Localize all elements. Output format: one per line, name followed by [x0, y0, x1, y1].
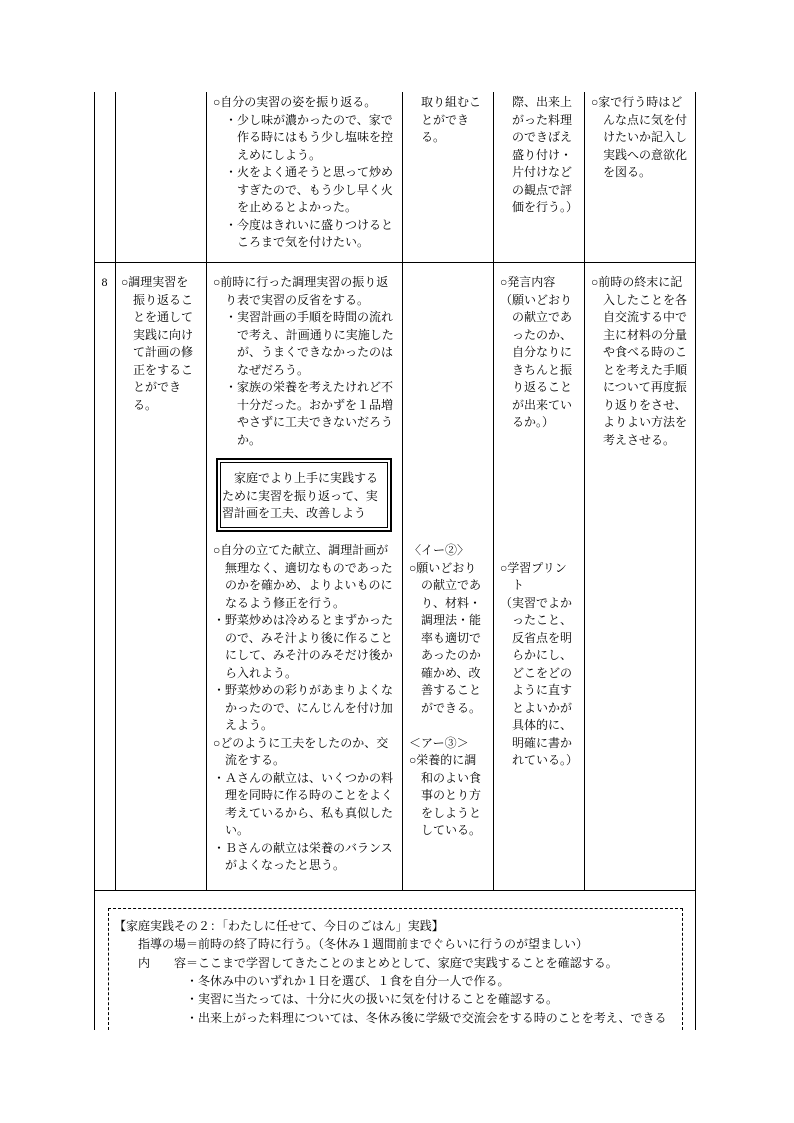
text-line: 作る時にはもう少し塩味を控	[237, 130, 394, 145]
text-line: る。	[421, 130, 446, 145]
text-line: ○願いどおり	[409, 560, 477, 575]
text-line: か。	[237, 432, 262, 447]
evaluation-method-detail	[500, 595, 584, 770]
evaluation-criteria-cell	[402, 262, 493, 890]
guidance-note	[591, 94, 695, 182]
home-practice-content: 内 容＝ここまで学習してきたことのまとめとして、家庭で実践することを確認する。	[138, 955, 618, 970]
activity-subitem	[213, 112, 402, 165]
text-line: 考えさせる。	[603, 432, 676, 447]
text-line: とを通して	[133, 310, 194, 325]
evaluation-method-cell	[493, 92, 584, 262]
text-line: ために実習を振り返って、実	[222, 488, 378, 503]
text-line: 入したことを各	[603, 292, 688, 307]
text-line: ら入れよう。	[225, 665, 298, 680]
text-line: る。	[133, 397, 158, 412]
activity-item	[213, 542, 402, 612]
text-line: がった料理	[512, 112, 573, 127]
evaluation-method	[500, 274, 584, 292]
guidance-notes-cell	[584, 262, 695, 890]
text-line: ○前時に行った調理実習の振り返	[213, 275, 389, 290]
text-line: 率も適切で	[421, 630, 482, 645]
text-line: 調理法・能	[421, 613, 482, 628]
text-line: ・Ｂさんの献立は栄養のバランス	[213, 840, 393, 855]
text-line: や食べる時のこ	[603, 345, 688, 360]
text-line: らかにし、	[512, 648, 573, 663]
activity-item	[213, 735, 402, 770]
text-line: ・少し味が濃かったので、家で	[225, 112, 393, 127]
text-line: のかを確かめ、よりよいものに	[225, 578, 393, 593]
text-line: なぜだろう。	[237, 362, 310, 377]
text-line: んな点に気を付	[603, 112, 688, 127]
text-line: かったので、にんじんを付け加	[225, 700, 393, 715]
text-line: ト	[512, 578, 525, 593]
text-line: 自分なりに	[512, 345, 573, 360]
text-line: 際、出来上	[512, 95, 573, 110]
text-line: とよいかが	[512, 700, 573, 715]
text-line: り返ること	[512, 380, 573, 395]
activity-subitem	[213, 309, 402, 379]
text-line: ○栄養的に調	[409, 753, 477, 768]
text-line: ○自分の実習の姿を振り返る。	[213, 95, 377, 110]
text-line: 和のよい食	[421, 770, 482, 785]
text-line: 主に材料の分量	[603, 327, 688, 342]
evaluation-method-text	[500, 94, 584, 217]
text-line: 片付けなど	[512, 165, 573, 180]
activity-item	[213, 94, 402, 112]
text-line: 明確に書か	[512, 735, 573, 750]
activity-subitem	[213, 164, 402, 217]
text-line: （願いどおり	[500, 292, 573, 307]
text-line: 十分だった。おかずを１品増	[237, 397, 394, 412]
home-practice-items	[114, 972, 682, 1027]
row-divider	[94, 890, 696, 891]
text-line: 実践への意欲化	[603, 147, 688, 162]
activity-example	[213, 770, 402, 840]
evaluation-tag: 〈イー②〉	[409, 543, 470, 558]
text-line: とができ	[133, 380, 182, 395]
text-line: で考え、計画通りに実施した	[237, 327, 394, 342]
text-line: 反省点を明	[512, 630, 573, 645]
text-line: なるよう修正を行う。	[225, 595, 346, 610]
activities-cell	[206, 262, 402, 890]
text-line: がよくなったと思う。	[225, 858, 346, 873]
activities-cell	[206, 92, 402, 262]
evaluation-method-cell	[493, 262, 584, 890]
text-line: ・家族の栄養を考えたけれど不	[225, 380, 394, 395]
text-line: ように直す	[512, 683, 573, 698]
text-line: ができる。	[421, 700, 482, 715]
home-practice-item: ・実習に当たっては、十分に火の扱いに気を付けることを確認する。	[186, 992, 559, 1007]
guidance-note	[591, 274, 695, 449]
text-line: ○学習プリン	[500, 560, 567, 575]
text-line: が、うまくできなかったのは	[237, 345, 394, 360]
text-line: 具体的に、	[512, 718, 573, 733]
activity-subitem	[213, 379, 402, 449]
text-line: ○前時の終末に記	[591, 275, 683, 290]
text-line: にして、みそ汁のみそだけ後か	[225, 648, 393, 663]
text-line: 理を同時に作る時のことをよく	[225, 788, 394, 803]
objective-cell	[115, 262, 206, 890]
text-line: 考えているから、私も真似した	[225, 805, 394, 820]
text-line: い。	[225, 823, 250, 838]
text-line: ○自分の立てた献立、調理計画が	[213, 543, 389, 558]
text-line: を図る。	[603, 165, 652, 180]
lesson-goal-box	[216, 458, 392, 532]
text-line: のできばえ	[512, 130, 573, 145]
text-line: えよう。	[225, 718, 274, 733]
text-line: の献立であ	[512, 310, 573, 325]
home-practice-item: ・出来上がった料理については、冬休み後に学級で交流会をする時のことを考え、できる	[186, 1010, 667, 1025]
text-line: ・野菜炒めは冷めるとまずかった	[213, 613, 394, 628]
evaluation-criteria-cell	[402, 92, 493, 262]
text-line: している。	[421, 823, 482, 838]
evaluation-criteria-text	[409, 94, 493, 147]
text-line: ・火をよく通そうと思って炒め	[225, 165, 394, 180]
text-line: ったこと、	[512, 613, 573, 628]
text-line: 家庭でより上手に実践する	[234, 471, 379, 486]
home-practice-title: 【家庭実践その２：「わたしに任せて、今日のごはん」実践】	[114, 918, 444, 933]
text-line: きちんと振	[512, 362, 573, 377]
evaluation-criterion	[409, 560, 493, 718]
text-line: て計画の修	[133, 345, 194, 360]
text-line: を止めるとよかった。	[237, 200, 358, 215]
text-line: とを考えた手順	[603, 362, 688, 377]
text-line: ○調理実習を	[121, 275, 189, 290]
text-line: るか。）	[512, 415, 555, 430]
text-line: れている。）	[512, 753, 579, 768]
text-line: けたいか記入し	[603, 130, 688, 145]
text-line: ったのか、	[512, 327, 573, 342]
text-line: 無理なく、適切なものであった	[225, 560, 393, 575]
text-line: ○発言内容	[500, 275, 556, 290]
objective-text	[121, 274, 206, 414]
text-line: り表で実習の反省をする。	[225, 292, 370, 307]
activity-example	[213, 840, 402, 875]
evaluation-method	[500, 560, 584, 595]
text-line: えめにしよう。	[237, 147, 322, 162]
text-line: すぎたので、もう少し早く火	[237, 182, 393, 197]
text-line: ・野菜炒めの彩りがあまりよくな	[213, 683, 394, 698]
period-number: 8	[101, 275, 108, 290]
text-line: 取り組むこ	[421, 95, 482, 110]
evaluation-tag: ＜アー③＞	[409, 735, 469, 750]
activity-item	[213, 274, 402, 309]
home-practice-guidance: 指導の場＝前時の終了時に行う。（冬休み１週間前までぐらいに行うのが望ましい）	[138, 937, 589, 952]
activity-example	[213, 682, 402, 735]
text-line: やさずに工夫できないだろう	[237, 415, 394, 430]
activity-subitem	[213, 217, 402, 252]
text-line: ・実習計画の手順を時間の流れ	[225, 310, 394, 325]
text-line: どこをどの	[512, 665, 573, 680]
evaluation-criterion	[409, 752, 493, 840]
text-line: り、材料・	[421, 595, 482, 610]
period-number-cell	[94, 262, 115, 890]
evaluation-method-detail	[500, 292, 584, 432]
home-practice-item: ・冬休み中のいずれか１日を選び、１食を自分一人で作る。	[186, 973, 510, 988]
text-line: をしようと	[421, 805, 482, 820]
text-line: ○どのように工夫をしたのか、交	[213, 735, 389, 750]
text-line: ・今度はきれいに盛りつけると	[225, 217, 394, 232]
blank-line	[409, 717, 493, 735]
text-line: 自交流する中で	[603, 310, 688, 325]
text-line: 確かめ、改	[421, 665, 481, 680]
activity-example	[213, 612, 402, 682]
text-line: 事のとり方	[421, 788, 482, 803]
text-line: 習計画を工夫、改善しよう	[222, 506, 367, 521]
text-line: 振り返るこ	[133, 292, 194, 307]
text-line: の観点で評	[512, 182, 573, 197]
text-line: ので、みそ汁より後に作ること	[225, 630, 393, 645]
text-line: （実習でよか	[500, 595, 573, 610]
text-line: 正をするこ	[133, 362, 194, 377]
text-line: 実践に向け	[133, 327, 194, 342]
text-line: ○家で行う時はど	[591, 95, 683, 110]
text-line: り返りをさせ、	[603, 397, 687, 412]
text-line: 流をする。	[225, 753, 286, 768]
text-line: ころまで気を付けたい。	[237, 235, 370, 250]
home-practice-box	[108, 908, 683, 1030]
text-line: 善すること	[421, 683, 482, 698]
text-line: の献立であ	[421, 578, 482, 593]
text-line: 価を行う。）	[512, 200, 579, 215]
text-line: について再度振	[603, 380, 687, 395]
text-line: あったのか	[421, 648, 481, 663]
guidance-notes-cell	[584, 92, 695, 262]
text-line: が出来てい	[512, 397, 573, 412]
text-line: 盛り付け・	[512, 147, 573, 162]
text-line: よりよい方法を	[603, 415, 688, 430]
text-line: とができ	[421, 112, 470, 127]
text-line: ・Ａさんの献立は、いくつかの料	[213, 770, 394, 785]
